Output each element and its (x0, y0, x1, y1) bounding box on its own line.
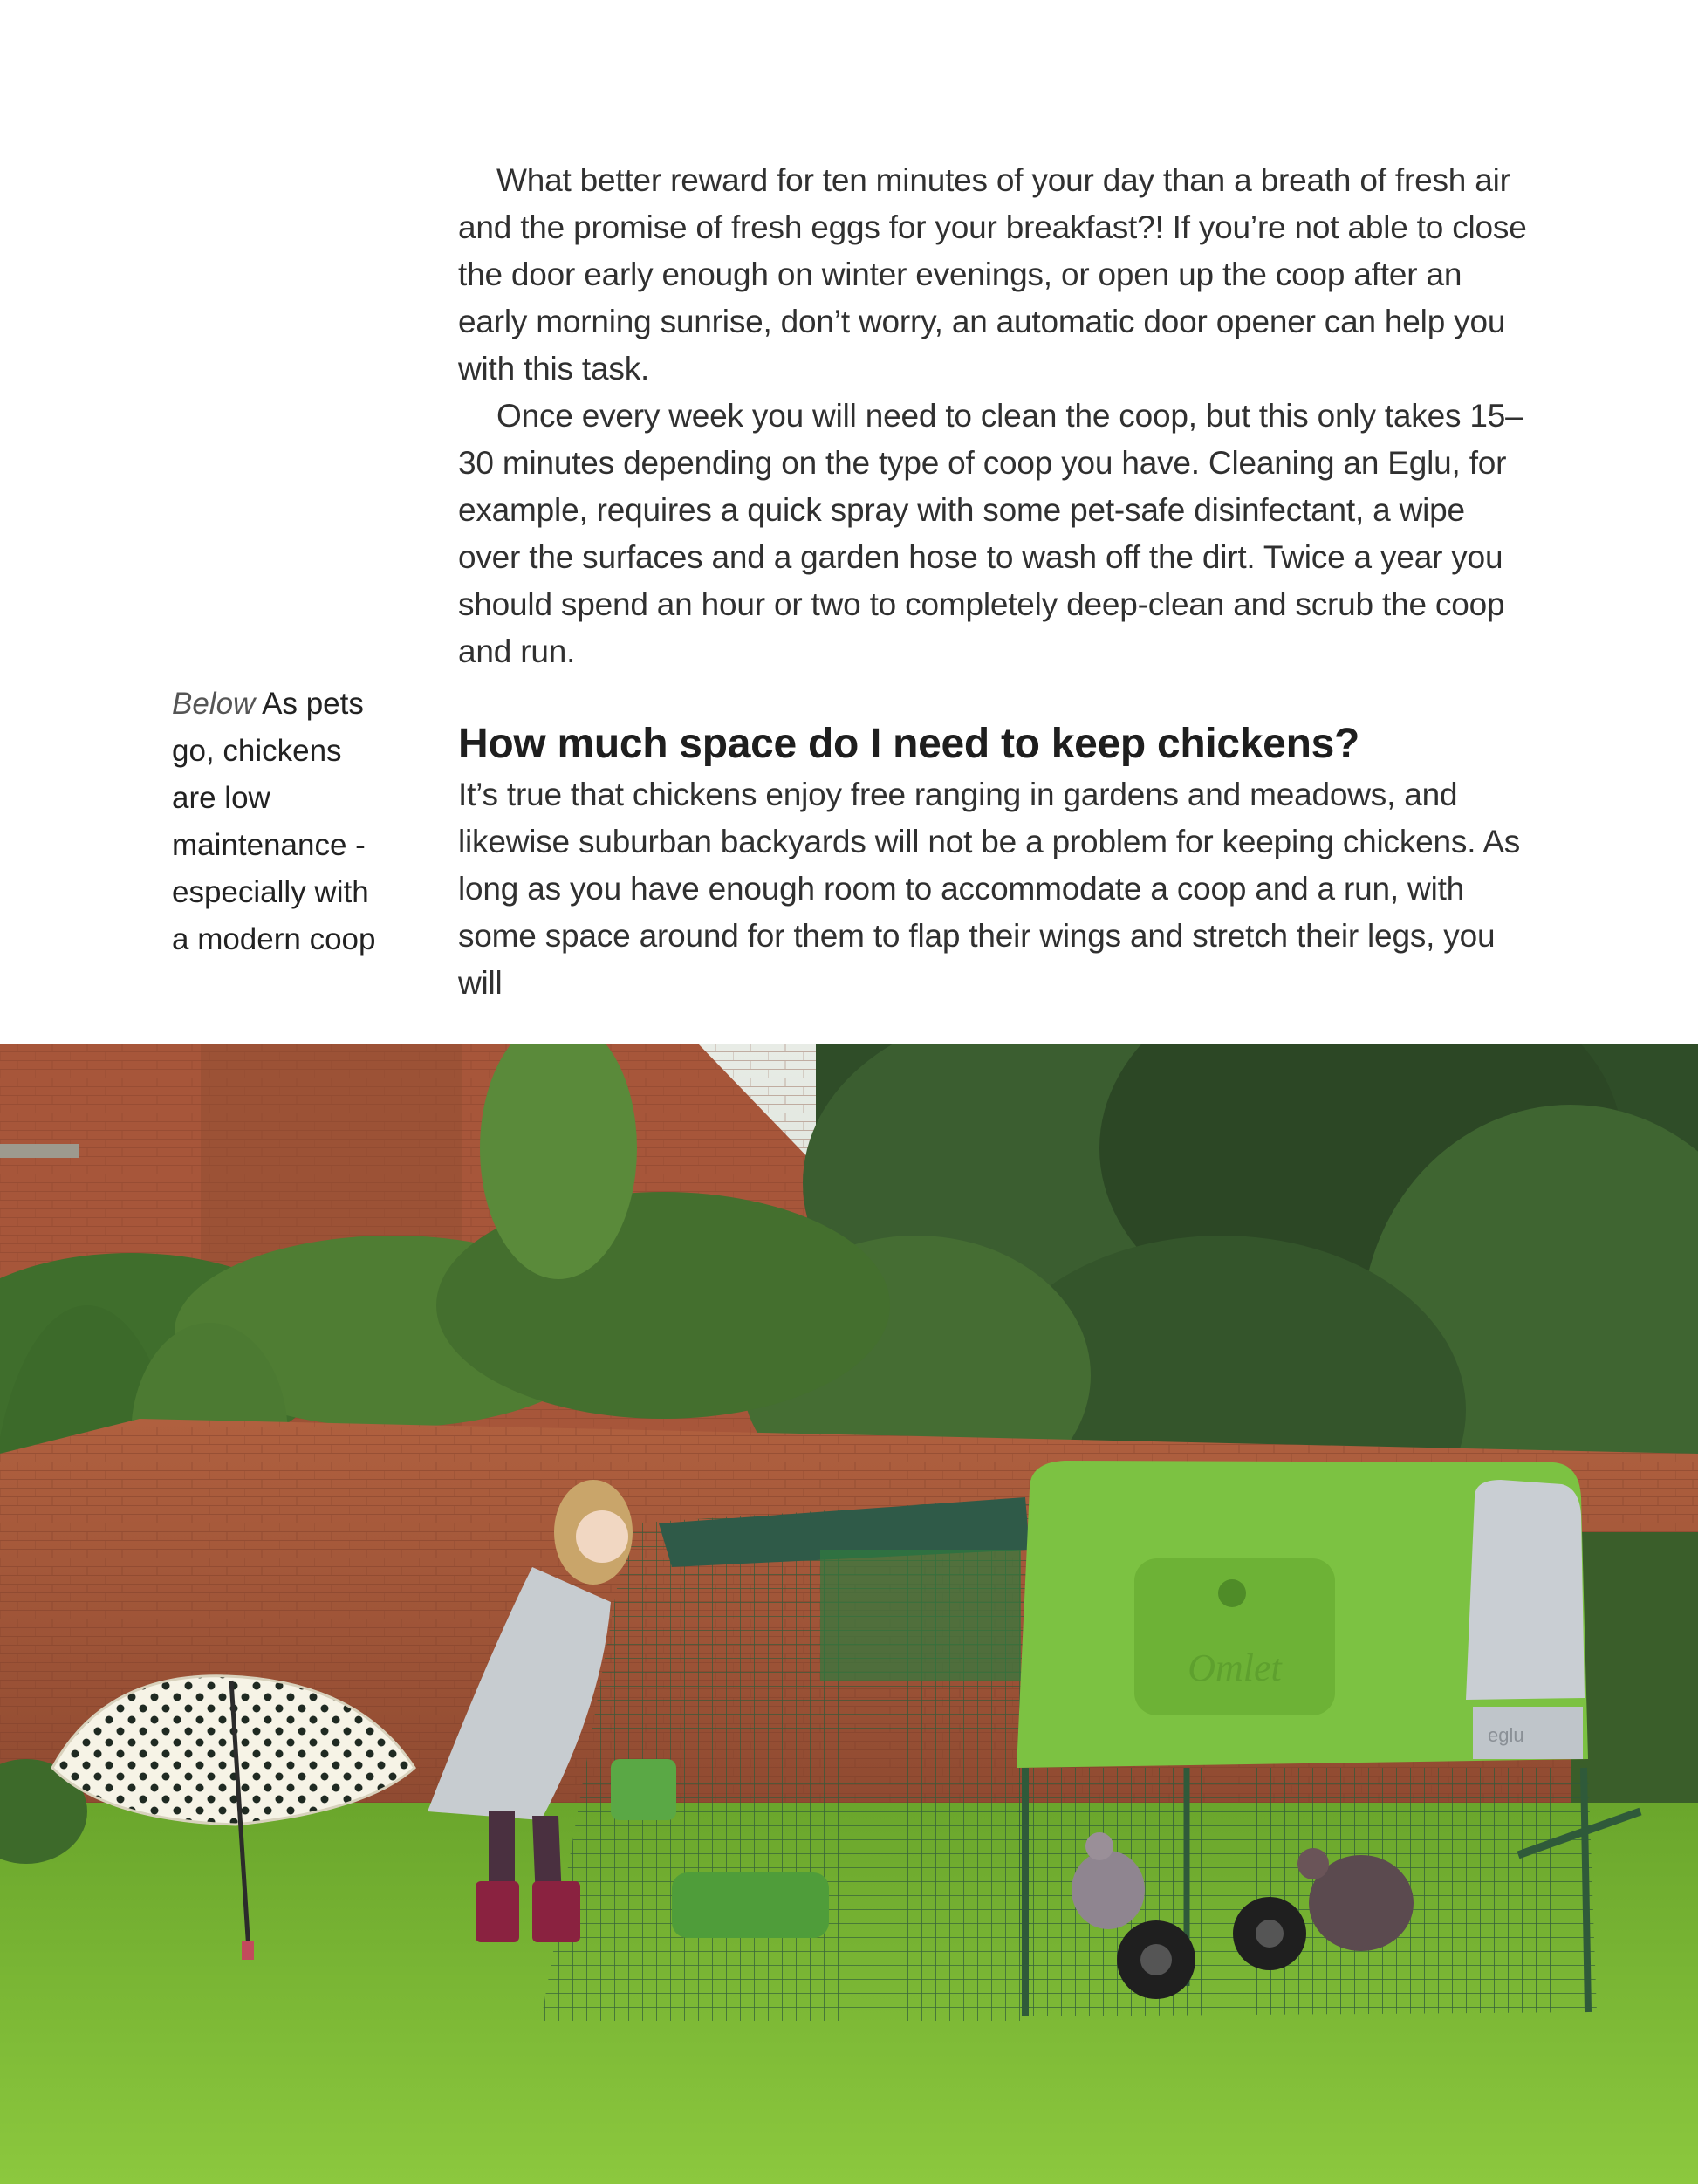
feeder (672, 1872, 829, 1938)
garden-photo (0, 1044, 1698, 2184)
body-paragraph: What better reward for ten minutes of your day than a breath of fresh air and the promise of fresh eggs for your breakfast?! If you’re not able to close the door early enough on winter evenings, or open up the coop after an early morning sunrise, don’t worry, an automatic door opener can help you with this task. (458, 162, 1527, 387)
caption-text: As pets go, chickens are low maintenance - especially with a modern coop (172, 687, 376, 956)
caption-lead: Below (172, 687, 256, 721)
photo-caption (172, 681, 390, 963)
drinker (611, 1759, 676, 1820)
section-paragraph: It’s true that chickens enjoy free ranging in gardens and meadows, and likewise suburban backyards will not be a problem for keeping chickens. As long as you have enough room to accommodate a coop and a run, with some space around for them to flap their wings and stretch their legs, you will (458, 777, 1521, 1001)
coop-badge: eglu (1488, 1724, 1524, 1746)
garden-photo-illustration (0, 1044, 1698, 2184)
coop-logo: Omlet (1188, 1647, 1282, 1689)
section-heading: How much space do I need to keep chickens? (458, 721, 1360, 767)
body-paragraph: Once every week you will need to clean the coop, but this only takes 15–30 minutes depending on the type of coop you have. Cleaning an Eglu, for example, requires a quick spray with some pet-safe disinfectant, a wipe over the surfaces and a garden hose to wash off the dirt. Twice a year you should spend an hour or two to completely deep-clean and scrub the coop and run. (458, 398, 1523, 669)
article-body (458, 157, 1531, 1007)
